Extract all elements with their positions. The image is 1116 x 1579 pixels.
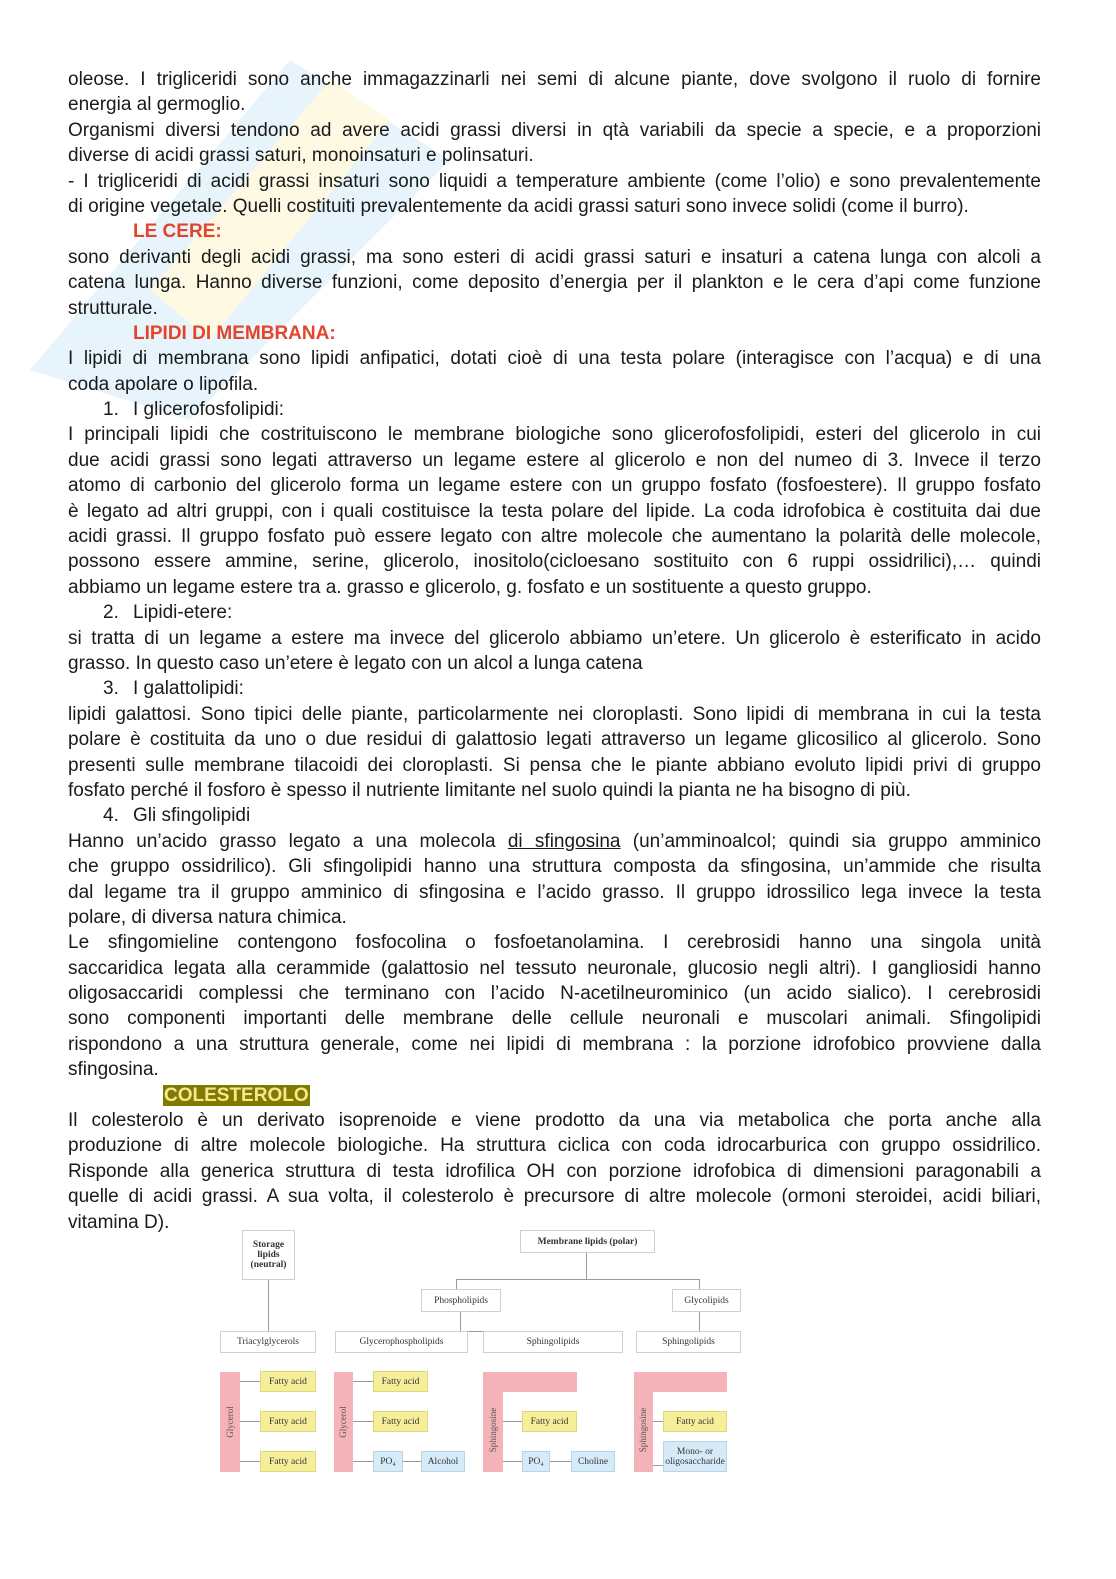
lipid-classification-diagram <box>210 1225 750 1485</box>
paragraph-line: oleose. I trigliceridi sono anche immagazzinarli nei semi di alcune piante, dove svolgono il ruolo di fornire <box>68 69 1041 90</box>
list-item-title: I galattolipidi: <box>133 678 244 700</box>
paragraph-line: diverse di acidi grassi saturi, monoinsaturi e polinsaturi. <box>68 145 534 167</box>
sphingosine-label: Sphingosine <box>638 1407 648 1453</box>
fatty-acid-box: Fatty acid <box>373 1411 428 1432</box>
list-item <box>68 803 1041 828</box>
paragraph-line: polare è costituita da uno o due residui di galattosio legati attraverso un legame glicosilico al glicerolo. Sono <box>68 729 1041 751</box>
paragraph-line: rispondono a una struttura generale, come nei lipidi di membrana : la porzione idrofobico provviene dalla <box>68 1033 1041 1055</box>
document-body <box>68 67 1041 1235</box>
paragraph-line: Il colesterolo è un derivato isoprenoide e viene prodotto da una via metabolica che porta anche alla <box>68 1110 1041 1132</box>
list-item <box>68 397 1041 422</box>
paragraph-line: possono essere ammine, serine, glicerolo, inositolo(cicloesano sostituito con 6 ruppi ossidrilici),… quindi <box>68 551 1041 573</box>
paragraph-line: Risponde alla generica struttura di testa idrofilica OH con porzione idrofobica di dimensioni paragonabili a <box>68 1160 1041 1182</box>
list-number: 1. <box>103 399 119 421</box>
sphingolipids-box: Sphingolipids <box>483 1331 623 1353</box>
paragraph-line: sono derivanti degli acidi grassi, ma sono esteri di acidi grassi saturi e insaturi a catena lunga con alcoli a <box>68 246 1041 268</box>
paragraph-line: Organismi diversi tendono ad avere acidi grassi diversi in qtà variabili da specie a specie, e a proporzioni <box>68 119 1041 141</box>
paragraph-line: fosfato perché il fosforo è spesso il nutriente limitante nel suolo quindi la pianta ne ha bisogno di più. <box>68 779 911 801</box>
paragraph-line: di origine vegetale. Quelli costituiti prevalentemente da acidi grassi saturi sono invece solidi (come il burro). <box>68 195 969 217</box>
phosphate-box: PO₄ <box>522 1451 550 1472</box>
paragraph-line: polare, di diversa natura chimica. <box>68 906 347 928</box>
sphingosine-backbone-top <box>634 1372 727 1392</box>
highlighted-heading-text: COLESTEROLO <box>164 1084 309 1106</box>
paragraph-line: abbiamo un legame estere tra a. grasso e glicerolo, g. fosfato e un sostituente a questo gruppo. <box>68 576 872 598</box>
paragraph-line: oligosaccaridi complessi che terminano con l’acido N-acetilneurominico (un acido sialico). I cerebrosidi <box>68 983 1041 1005</box>
paragraph-line: che gruppo ossidrilico). Gli sfingolipidi hanno una struttura composta da sfingosina, un’ammide che risulta <box>68 856 1041 878</box>
glycolipids-box: Glycolipids <box>672 1289 741 1312</box>
sphingosine-backbone-top <box>483 1372 577 1392</box>
paragraph-line: due acidi grassi sono legati attraverso un legame estere al glicerolo e non del numeo di 3. Invece il terzo <box>68 449 1041 471</box>
paragraph-line: produzione di altre molecole biologiche. Ha struttura ciclica con coda idrocarburica con gruppo ossidrilico. <box>68 1135 1041 1157</box>
list-item <box>68 600 1041 625</box>
fatty-acid-box: Fatty acid <box>260 1371 316 1392</box>
fatty-acid-box: Fatty acid <box>373 1371 428 1392</box>
alcohol-box: Alcohol <box>421 1451 465 1472</box>
paragraph-line: coda apolare o lipofila. <box>68 373 259 395</box>
paragraph-line: - I trigliceridi di acidi grassi insaturi sono liquidi a temperature ambiente (come l’olio) e sono prevalentemente <box>68 170 1041 192</box>
paragraph-line: sfingosina. <box>68 1059 159 1081</box>
list-item-title: I glicerofosfolipidi: <box>133 399 285 421</box>
paragraph-line: saccaridica legata alla cerammide (galattosio nel tessuto neuronale, glucosio negli altri). I gangliosidi hanno <box>68 957 1041 979</box>
saccharide-box: Mono- or oligosaccharide <box>663 1441 727 1472</box>
fatty-acid-box: Fatty acid <box>260 1411 316 1432</box>
text-segment: Hanno un’acido grasso legato a una molecola <box>68 830 508 852</box>
paragraph-line: strutturale. <box>68 297 158 319</box>
sphingosine-label: Sphingosine <box>488 1407 498 1453</box>
paragraph-line: atomo di carbonio del glicerolo forma un legame estere con un gruppo fosfato (fosfoestere). Il gruppo fosfato <box>68 475 1041 497</box>
paragraph-line: acidi grassi. Il gruppo fosfato può essere legato con altre molecole che aumentano la polarità delle molecole, <box>68 526 1041 548</box>
list-item-title: Gli sfingolipidi <box>133 805 251 827</box>
phosphate-box: PO₄ <box>373 1451 403 1472</box>
paragraph-line: dal legame tra il gruppo amminico di sfingosina e l’acido grasso. Il gruppo idrossilico lega invece la testa <box>68 881 1041 903</box>
section-heading: LE CERE: <box>133 221 222 243</box>
text-segment: (un’amminoalcol; quindi sia gruppo amminico <box>620 830 1041 852</box>
list-number: 4. <box>103 805 119 827</box>
underlined-text: di sfingosina <box>507 830 621 852</box>
triacylglycerols-box: Triacylglycerols <box>220 1331 316 1353</box>
glyco-sphingolipids-box: Sphingolipids <box>636 1331 741 1353</box>
choline-box: Choline <box>571 1451 615 1472</box>
paragraph-line: Le sfingomieline contengono fosfocolina o fosfoetanolamina. I cerebrosidi hanno una singola unità <box>68 932 1041 954</box>
glycerophospholipids-box: Glycerophospholipids <box>335 1331 468 1353</box>
list-item-title: Lipidi-etere: <box>133 602 233 624</box>
paragraph-line: I principali lipidi che costrituiscono le membrane biologiche sono glicerofosfolipidi, esteri del glicerolo in cui <box>68 424 1041 446</box>
paragraph-line: quelle di acidi grassi. A sua volta, il colesterolo è precursore di altre molecole (ormoni steroidei, acidi biliari, <box>68 1186 1041 1208</box>
list-number: 2. <box>103 602 119 624</box>
paragraph-line <box>68 829 1041 854</box>
paragraph-line: è legato ad altri gruppi, con i quali costituisce la testa polare del lipide. La coda idrofobica è costituita dai due <box>68 500 1041 522</box>
fatty-acid-box: Fatty acid <box>260 1451 316 1472</box>
paragraph-line: vitamina D). <box>68 1211 170 1233</box>
fatty-acid-box: Fatty acid <box>663 1411 727 1432</box>
paragraph-line: sono componenti importanti delle membrane delle cellule neuronali e muscolari animali. Sfingolipidi <box>68 1008 1041 1030</box>
paragraph-line: presenti sulle membrane tilacoidi dei cloroplasti. Si pensa che le piante abbiano evoluto lipidi privi di gruppo <box>68 754 1041 776</box>
paragraph-line: grasso. In questo caso un’etere è legato con un alcol a lunga catena <box>68 652 643 674</box>
fatty-acid-box: Fatty acid <box>522 1411 577 1432</box>
paragraph-line: I lipidi di membrana sono lipidi anfipatici, dotati cioè di una testa polare (interagisce con l’acqua) e di una <box>68 348 1041 370</box>
highlighted-heading <box>68 1083 1041 1108</box>
phospholipids-box: Phospholipids <box>421 1289 501 1312</box>
paragraph-line: energia al germoglio. <box>68 94 246 116</box>
glycerol-label: Glycerol <box>225 1406 235 1438</box>
section-heading: LIPIDI DI MEMBRANA: <box>133 322 336 344</box>
membrane-lipids-box: Membrane lipids (polar) <box>520 1230 655 1253</box>
paragraph-line: lipidi galattosi. Sono tipici delle piante, particolarmente nei cloroplasti. Sono lipidi di membrana in cui la testa <box>68 703 1041 725</box>
paragraph-line: si tratta di un legame a estere ma invece del glicerolo abbiamo un’etere. Un glicerolo è esterificato in acido <box>68 627 1041 649</box>
storage-lipids-box: Storage lipids (neutral) <box>242 1230 295 1280</box>
paragraph-line: catena lunga. Hanno diverse funzioni, come deposito d’energia per il plankton e le cera d’api come funzione <box>68 272 1041 294</box>
list-item <box>68 676 1041 701</box>
glycerol-label: Glycerol <box>338 1406 348 1438</box>
list-number: 3. <box>103 678 119 700</box>
